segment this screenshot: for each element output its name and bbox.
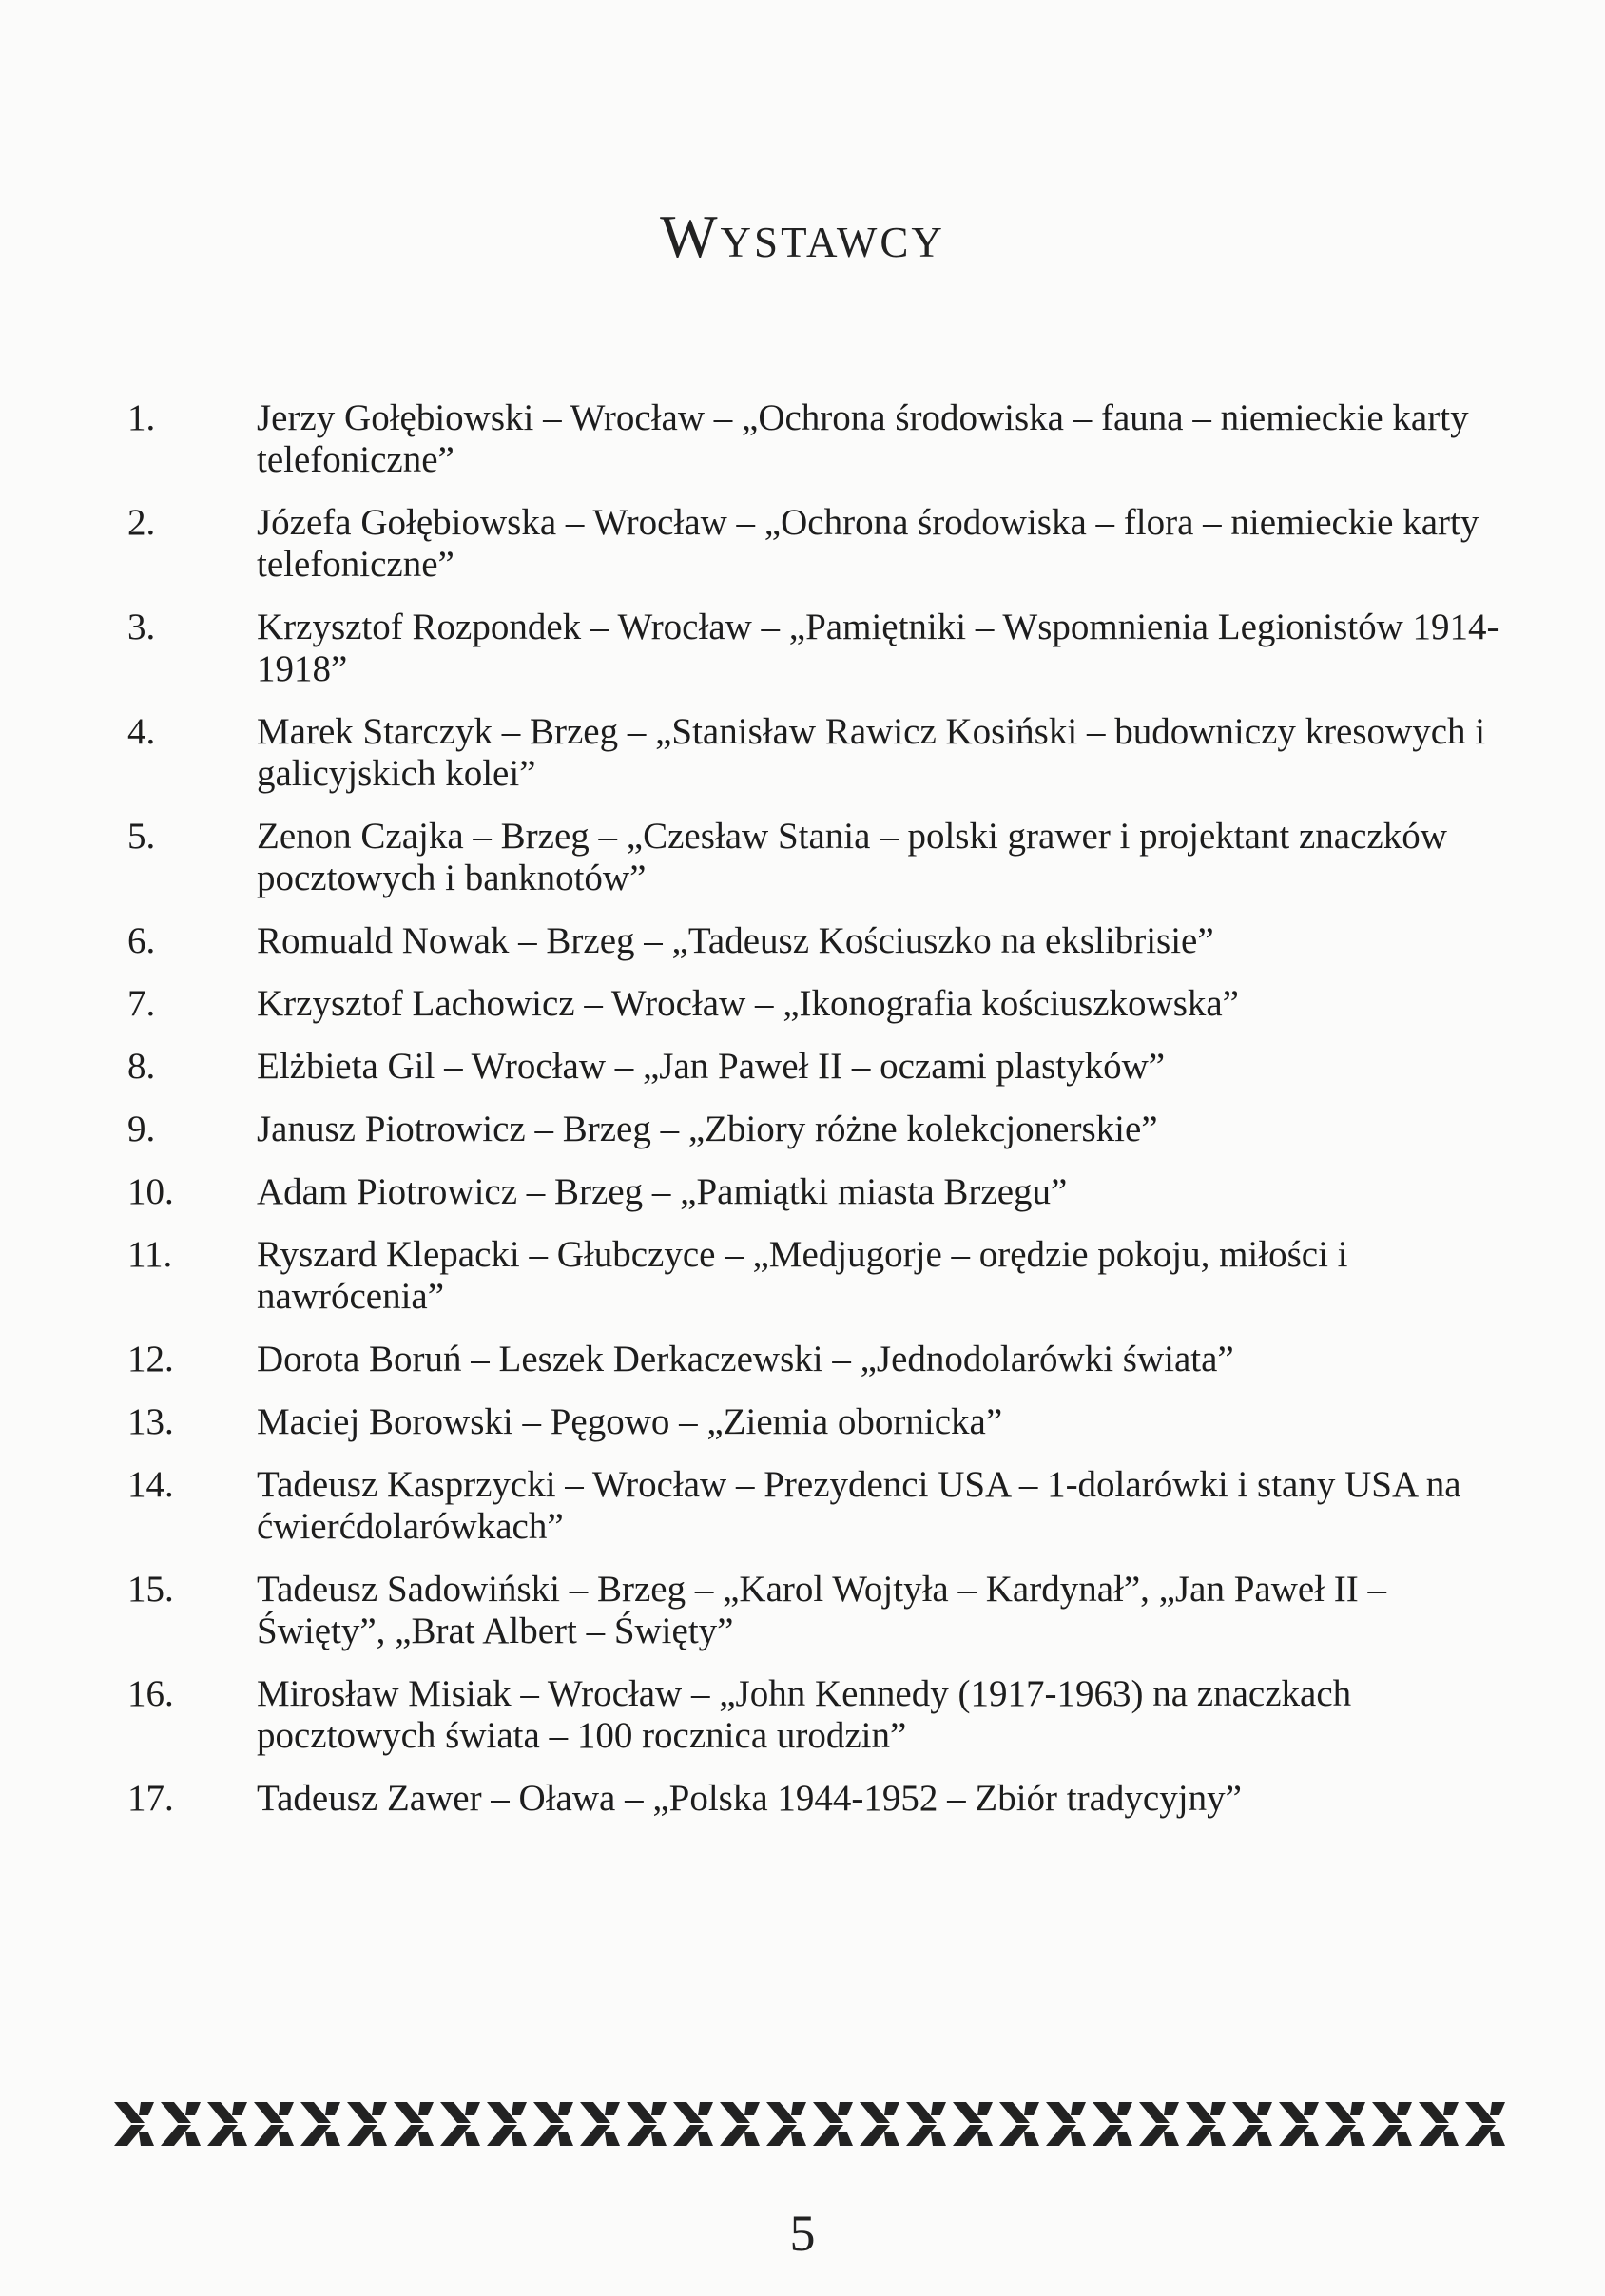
list-item-text: Romuald Nowak – Brzeg – „Tadeusz Kościuszko na ekslibrisie” [257, 920, 1214, 961]
list-item [114, 1234, 1502, 1318]
decorative-border [112, 2094, 1510, 2153]
list-item-number: 1. [127, 397, 156, 438]
list-item [114, 1401, 1502, 1443]
list-item [114, 983, 1502, 1025]
list-item-number: 6. [127, 920, 156, 961]
list-item-number: 13. [127, 1401, 174, 1442]
list-item-text: Tadeusz Kasprzycki – Wrocław – Prezydenci USA – 1-dolarówki i stany USA na ćwierćdolarówkach” [257, 1464, 1461, 1547]
list-item-text: Krzysztof Lachowicz – Wrocław – „Ikonografia kościuszkowska” [257, 983, 1239, 1024]
list-item [114, 1569, 1502, 1652]
list-item-text: Józefa Gołębiowska – Wrocław – „Ochrona środowiska – flora – niemieckie karty telefoniczne” [257, 502, 1479, 585]
list-item-text: Janusz Piotrowicz – Brzeg – „Zbiory różne kolekcjonerskie” [257, 1109, 1158, 1149]
braid-segment [114, 2102, 154, 2146]
braid-segment [906, 2102, 946, 2146]
braid-segment [207, 2102, 247, 2146]
braid-segment [1232, 2102, 1272, 2146]
list-item [114, 1778, 1502, 1820]
braid-segment [1046, 2102, 1086, 2146]
braid-segment [953, 2102, 993, 2146]
list-item-number: 5. [127, 816, 156, 857]
braid-segment [254, 2102, 294, 2146]
braid-segment [860, 2102, 899, 2146]
braid-segment [999, 2102, 1039, 2146]
list-item [114, 1339, 1502, 1380]
braid-segment [1325, 2102, 1365, 2146]
list-item-text: Zenon Czajka – Brzeg – „Czesław Stania – polski grawer i projektant znaczków pocztowych i banknotów” [257, 816, 1447, 898]
page-number: 5 [789, 2205, 816, 2262]
braid-segment [1093, 2102, 1132, 2146]
braid-segment [813, 2102, 853, 2146]
list-item-text: Krzysztof Rozpondek – Wrocław – „Pamiętniki – Wspomnienia Legionistów 1914-1918” [257, 607, 1499, 689]
list-item [114, 1109, 1502, 1150]
list-item [114, 397, 1502, 481]
braid-segment [766, 2102, 806, 2146]
braid-segment [300, 2102, 340, 2146]
list-item-text: Ryszard Klepacki – Głubczyce – „Medjugorje – orędzie pokoju, miłości i nawrócenia” [257, 1234, 1348, 1317]
braid-segment [487, 2102, 527, 2146]
list-item-number: 8. [127, 1046, 156, 1087]
list-item [114, 1171, 1502, 1213]
list-item [114, 607, 1502, 690]
braid-segment [627, 2102, 667, 2146]
braid-segment [1186, 2102, 1226, 2146]
braid-segment [1372, 2102, 1412, 2146]
list-item-text: Maciej Borowski – Pęgowo – „Ziemia obornicka” [257, 1401, 1003, 1442]
braid-segment [347, 2102, 387, 2146]
list-item-text: Elżbieta Gil – Wrocław – „Jan Paweł II – oczami plastyków” [257, 1046, 1166, 1087]
list-item-number: 17. [127, 1778, 174, 1819]
braid-segment [440, 2102, 480, 2146]
list-item-number: 15. [127, 1569, 174, 1610]
list-item-number: 16. [127, 1673, 174, 1714]
list-item-text: Marek Starczyk – Brzeg – „Stanisław Rawicz Kosiński – budowniczy kresowych i galicyjskich kolei” [257, 711, 1486, 794]
list-item-number: 2. [127, 502, 156, 543]
braid-segment [533, 2102, 573, 2146]
list-item [114, 816, 1502, 899]
exhibitor-list [114, 397, 1502, 1841]
list-item-text: Jerzy Gołębiowski – Wrocław – „Ochrona środowiska – fauna – niemieckie karty telefoniczne” [257, 397, 1469, 480]
list-item [114, 1046, 1502, 1088]
list-item-number: 3. [127, 607, 156, 647]
braid-segment [720, 2102, 760, 2146]
list-item-number: 4. [127, 711, 156, 752]
braid-segment [161, 2102, 201, 2146]
braid-segment [394, 2102, 434, 2146]
list-item-number: 10. [127, 1171, 174, 1212]
braid-segment [1279, 2102, 1319, 2146]
list-item-text: Dorota Boruń – Leszek Derkaczewski – „Jednodolarówki świata” [257, 1339, 1234, 1380]
page-title: Wystawcy [660, 203, 945, 270]
list-item [114, 711, 1502, 795]
list-item-text: Mirosław Misiak – Wrocław – „John Kennedy (1917-1963) na znaczkach pocztowych świata – 100 rocznica urodzin” [257, 1673, 1352, 1756]
list-item-number: 14. [127, 1464, 174, 1505]
list-item [114, 920, 1502, 962]
list-item-number: 12. [127, 1339, 174, 1380]
braid-segment [673, 2102, 713, 2146]
braid-segment [1465, 2102, 1505, 2146]
list-item-number: 9. [127, 1109, 156, 1149]
list-item-number: 11. [127, 1234, 173, 1275]
list-item-text: Tadeusz Sadowiński – Brzeg – „Karol Wojtyła – Kardynał”, „Jan Paweł II – Święty”, „Brat Albert – Święty” [257, 1569, 1386, 1651]
list-item-number: 7. [127, 983, 156, 1024]
list-item [114, 502, 1502, 586]
list-item [114, 1673, 1502, 1757]
list-item-text: Tadeusz Zawer – Oława – „Polska 1944-1952 – Zbiór tradycyjny” [257, 1778, 1242, 1819]
braid-segment [1419, 2102, 1459, 2146]
braid-segment [580, 2102, 620, 2146]
list-item-text: Adam Piotrowicz – Brzeg – „Pamiątki miasta Brzegu” [257, 1171, 1068, 1212]
list-item [114, 1464, 1502, 1548]
braid-segment [1139, 2102, 1179, 2146]
